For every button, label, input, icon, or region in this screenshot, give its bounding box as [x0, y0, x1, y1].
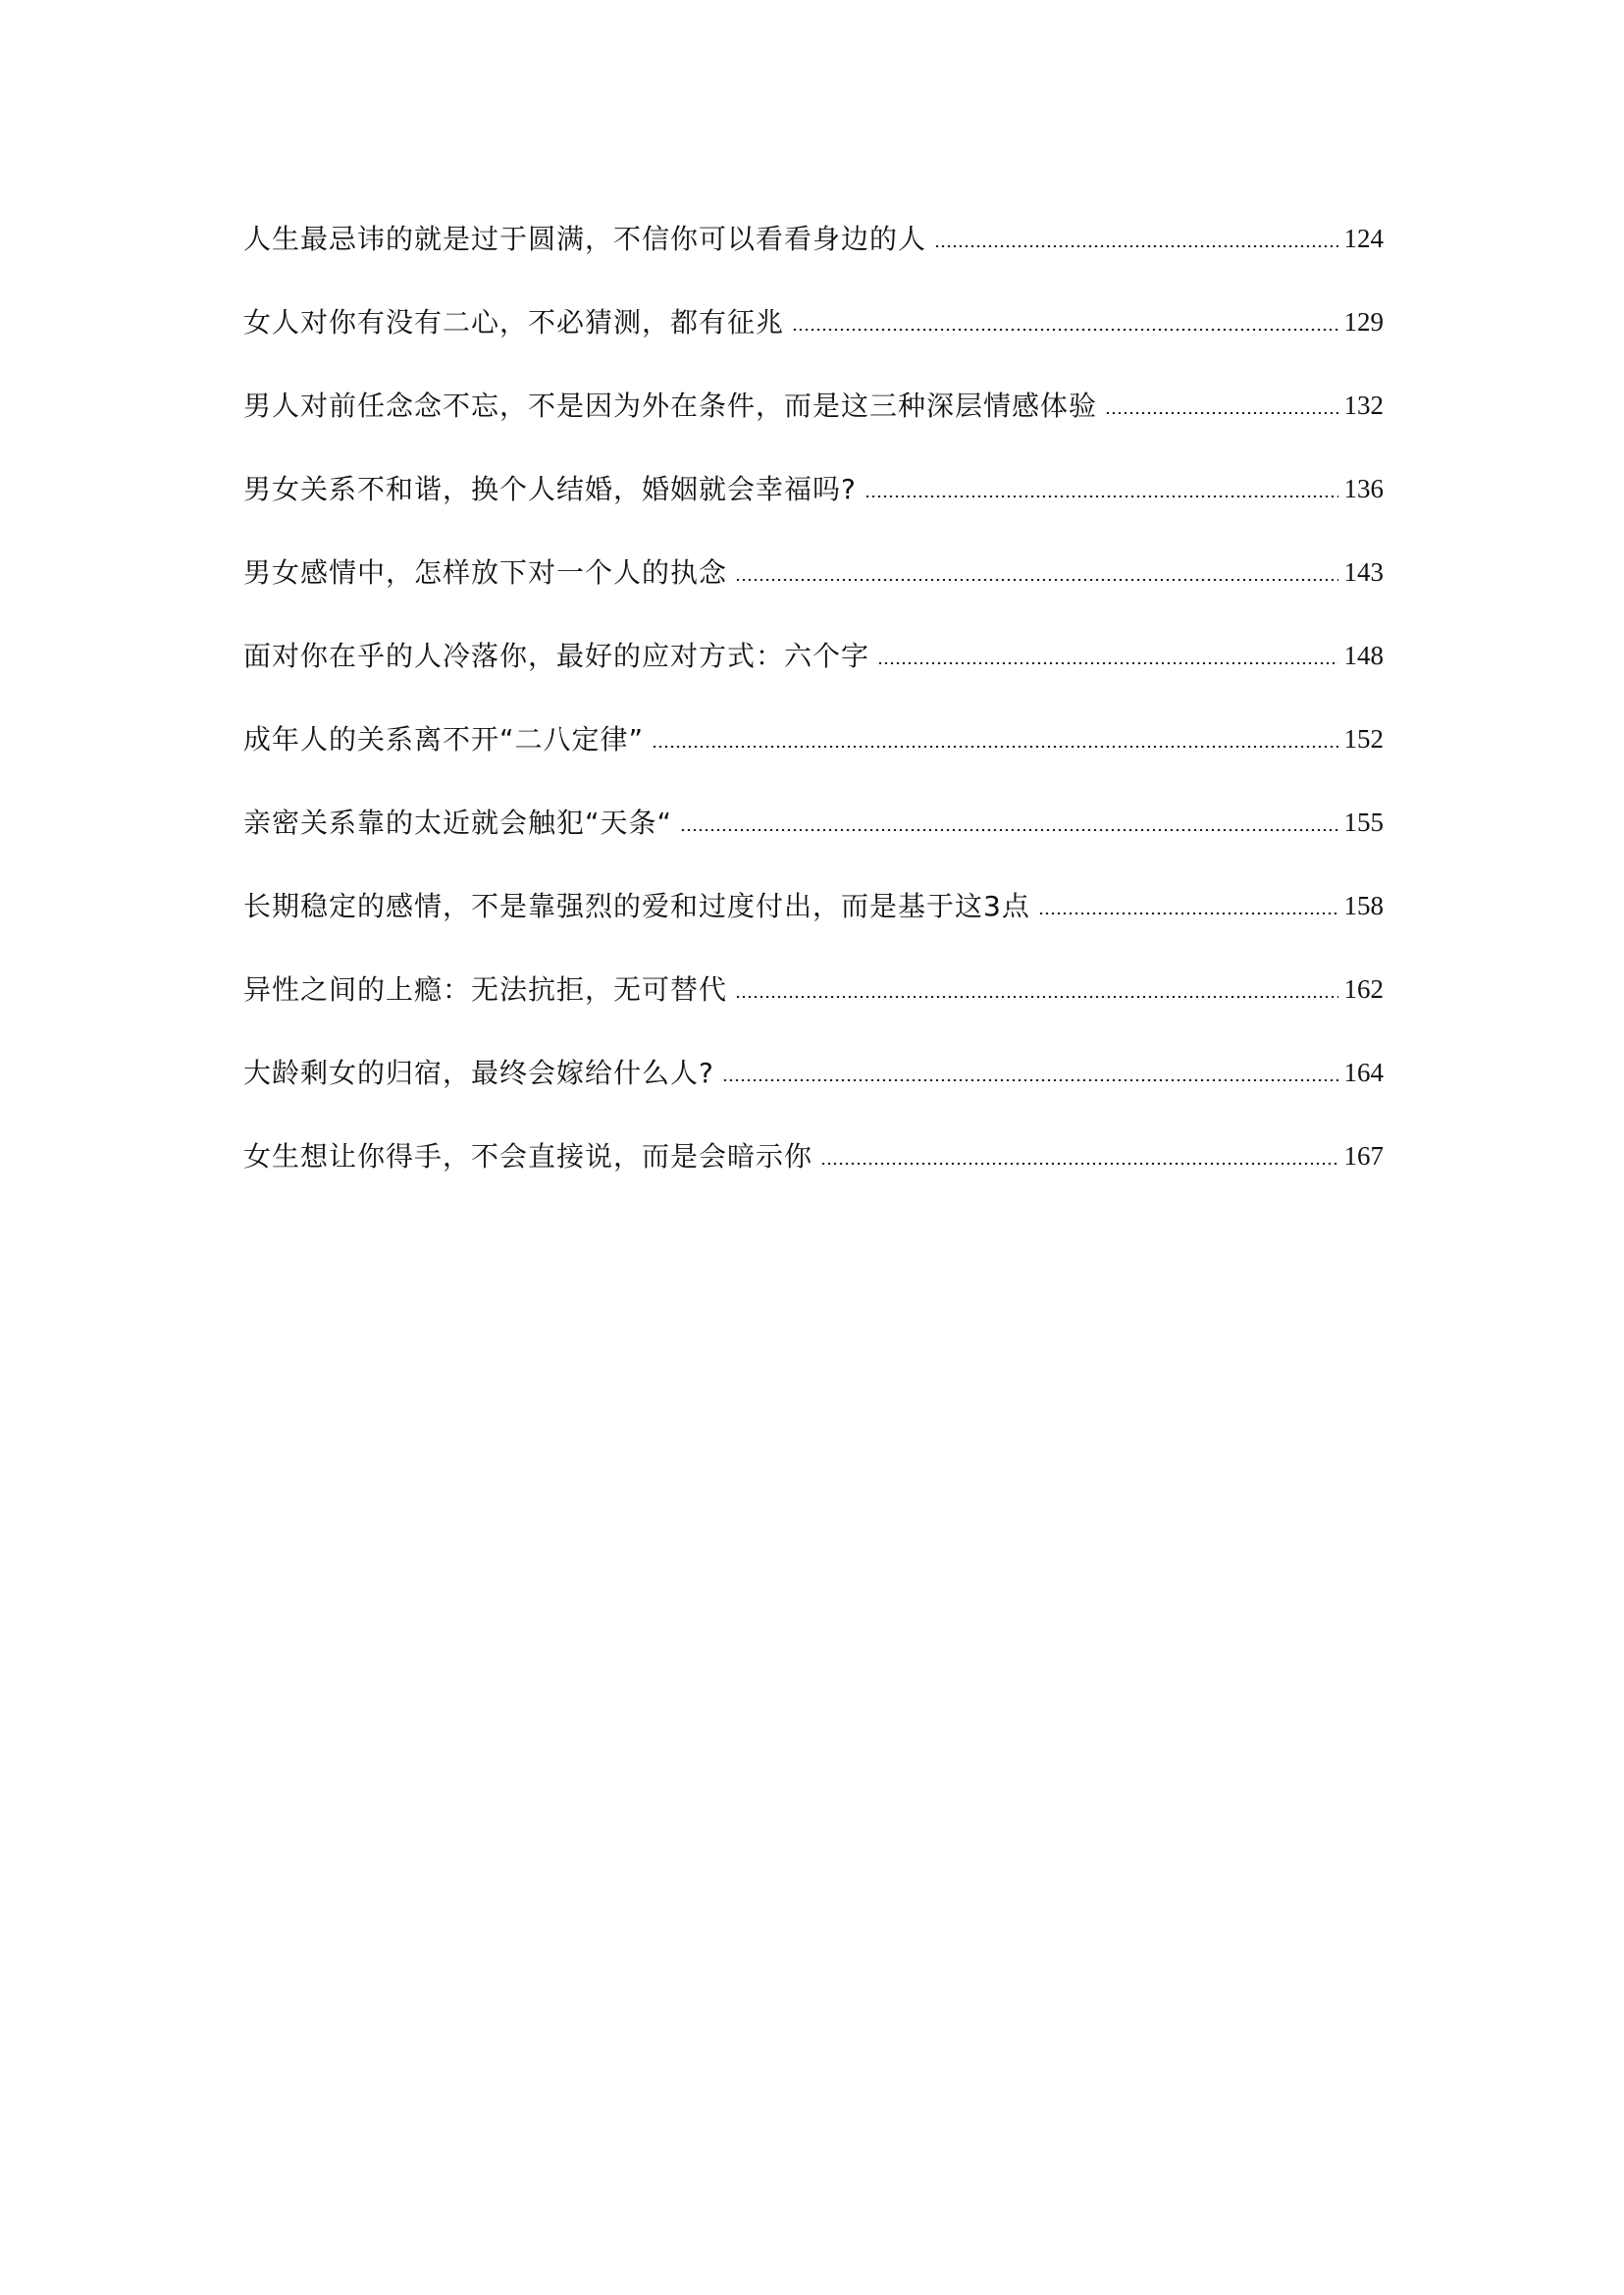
- toc-entry[interactable]: [243, 1058, 1384, 1088]
- toc-dot-leader: [1105, 412, 1337, 414]
- toc-dot-leader: [735, 579, 1337, 581]
- toc-entry[interactable]: [243, 391, 1384, 421]
- toc-dot-leader: [722, 1079, 1338, 1081]
- toc-page-number: 152: [1343, 724, 1384, 754]
- table-of-contents: [243, 224, 1384, 1225]
- toc-entry[interactable]: [243, 1141, 1384, 1172]
- toc-page-number: 167: [1343, 1141, 1384, 1171]
- toc-dot-leader: [652, 746, 1337, 748]
- toc-dot-leader: [877, 662, 1337, 664]
- toc-page-number: 143: [1343, 557, 1384, 587]
- toc-page-number: 158: [1343, 891, 1384, 920]
- toc-entry[interactable]: [243, 641, 1384, 671]
- toc-entry[interactable]: [243, 307, 1384, 338]
- toc-page-number: 136: [1343, 474, 1384, 503]
- toc-entry-title: 女生想让你得手，不会直接说，而是会暗示你: [243, 1140, 813, 1173]
- toc-entry[interactable]: [243, 891, 1384, 921]
- toc-entry-title: 异性之间的上瘾：无法抗拒，无可替代: [243, 973, 728, 1006]
- toc-dot-leader: [735, 996, 1337, 998]
- toc-entry-title: 男人对前任念念不忘，不是因为外在条件，而是这三种深层情感体验: [243, 390, 1098, 422]
- toc-entry[interactable]: [243, 474, 1384, 504]
- toc-entry-title: 大龄剩女的归宿，最终会嫁给什么人?: [243, 1057, 714, 1089]
- toc-page-number: 155: [1343, 808, 1384, 837]
- toc-entry-title: 成年人的关系离不开“二八定律”: [243, 723, 645, 756]
- toc-entry-title: 女人对你有没有二心，不必猜测，都有征兆: [243, 306, 785, 339]
- toc-entry-title: 男女感情中，怎样放下对一个人的执念: [243, 556, 728, 589]
- toc-entry[interactable]: [243, 808, 1384, 838]
- toc-dot-leader: [864, 496, 1338, 497]
- toc-page-number: 164: [1343, 1058, 1384, 1087]
- toc-entry-title: 男女关系不和谐，换个人结婚，婚姻就会幸福吗?: [243, 473, 857, 505]
- toc-dot-leader: [1038, 913, 1338, 914]
- toc-entry[interactable]: [243, 557, 1384, 588]
- toc-entry[interactable]: [243, 724, 1384, 755]
- toc-entry-title: 亲密关系靠的太近就会触犯“天条“: [243, 807, 673, 839]
- toc-dot-leader: [680, 829, 1337, 831]
- toc-entry-title: 面对你在乎的人冷落你，最好的应对方式：六个字: [243, 640, 870, 672]
- toc-page-number: 148: [1343, 641, 1384, 670]
- toc-page-number: 124: [1343, 224, 1384, 253]
- toc-dot-leader: [934, 245, 1337, 247]
- toc-page-number: 162: [1343, 974, 1384, 1004]
- toc-entry[interactable]: [243, 974, 1384, 1005]
- toc-entry[interactable]: [243, 224, 1384, 254]
- toc-page-number: 129: [1343, 307, 1384, 337]
- toc-dot-leader: [792, 329, 1337, 331]
- toc-entry-title: 长期稳定的感情，不是靠强烈的爱和过度付出，而是基于这3点: [243, 890, 1030, 922]
- toc-entry-title: 人生最忌讳的就是过于圆满，不信你可以看看身边的人: [243, 223, 927, 255]
- toc-dot-leader: [820, 1163, 1337, 1165]
- toc-page-number: 132: [1343, 391, 1384, 420]
